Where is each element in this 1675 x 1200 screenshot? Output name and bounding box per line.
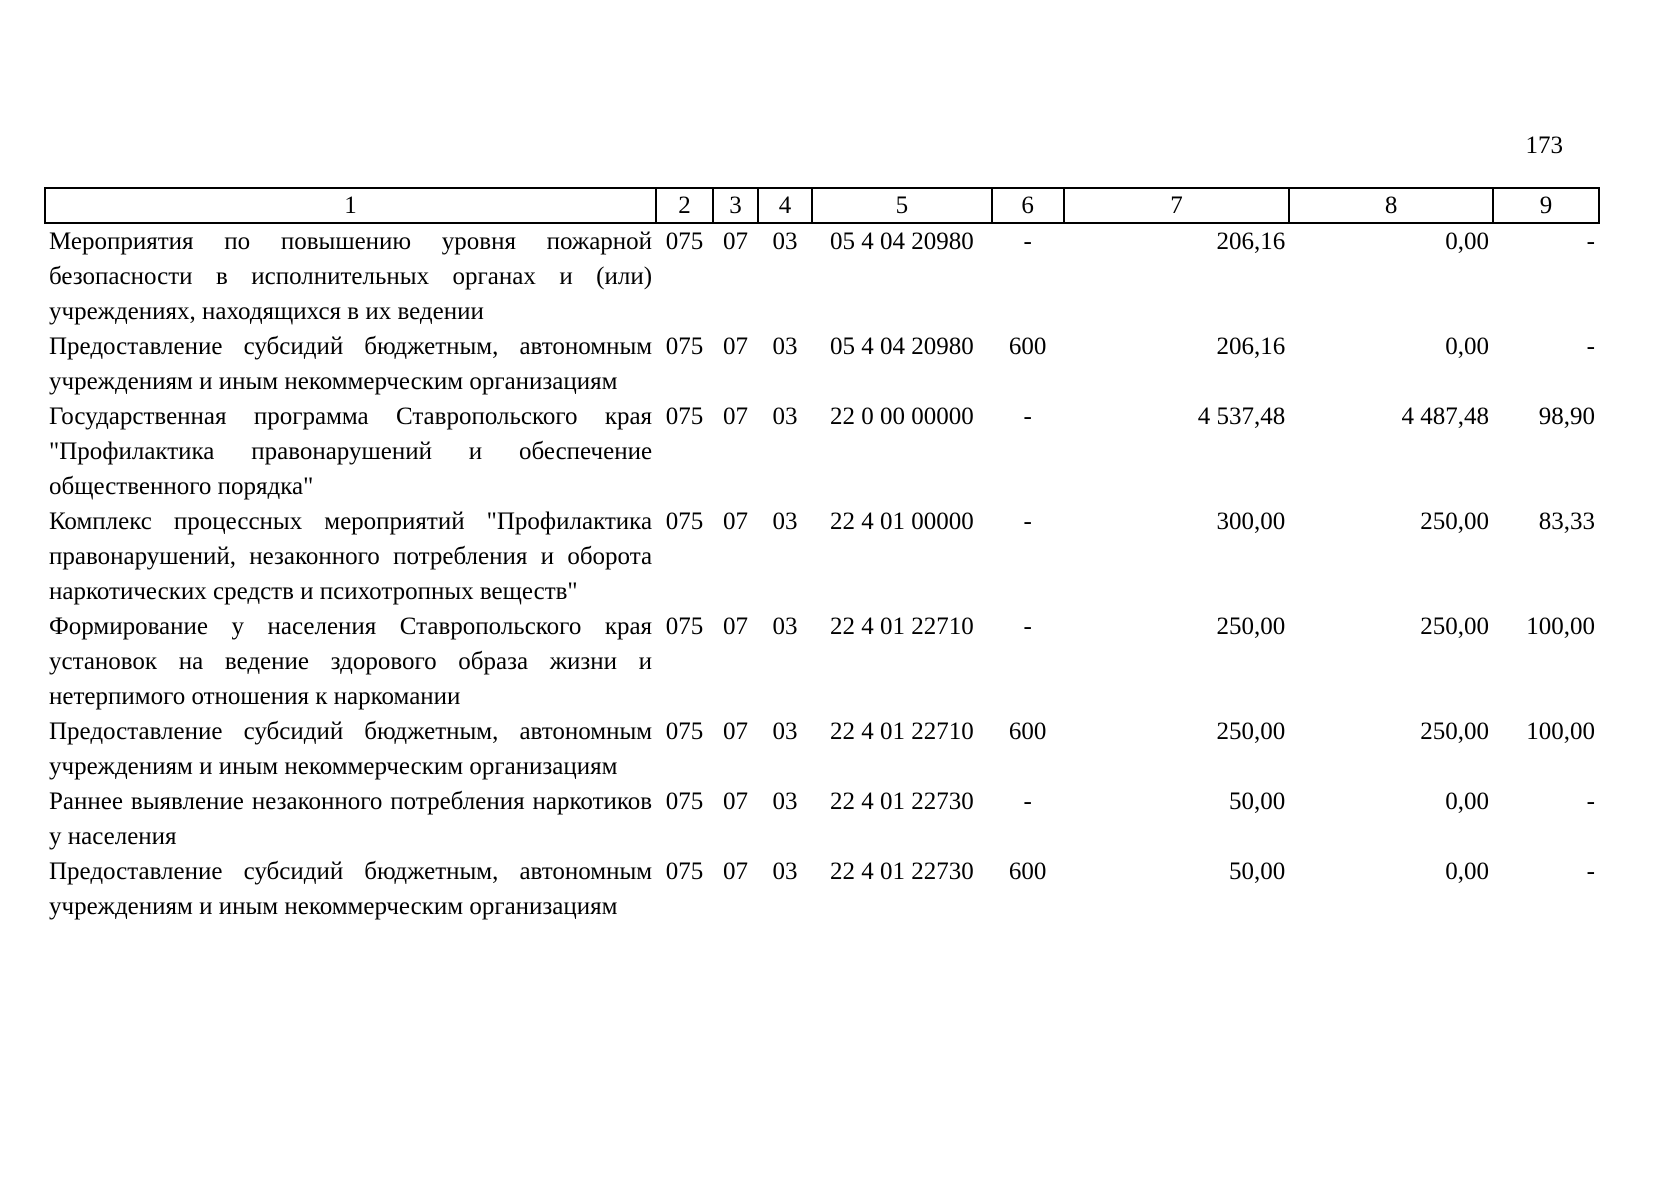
table-row: [45, 399, 1599, 504]
cell-section: 07: [723, 403, 749, 430]
cell-percent: -: [1586, 858, 1595, 885]
cell-ministry-code: 075: [665, 228, 704, 255]
cell-subsection: 03: [772, 613, 798, 640]
header-row: [45, 188, 1599, 223]
cell-percent: 83,33: [1538, 508, 1595, 535]
column-header-4: 4: [758, 188, 812, 223]
cell-executed: 4 487,48: [1401, 403, 1489, 430]
cell-section: 07: [723, 333, 749, 360]
cell-expense-type: -: [1023, 403, 1032, 430]
column-header-6: 6: [992, 188, 1064, 223]
row-description: Формирование у населения Ставропольского края установок на ведение здорового образа жизни и нетерпимого отношения к наркомании: [49, 613, 653, 710]
cell-expense-type: -: [1023, 228, 1032, 255]
row-description: Предоставление субсидий бюджетным, автономным учреждениям и иным некоммерческим организациям: [49, 718, 653, 780]
row-description: Предоставление субсидий бюджетным, автономным учреждениям и иным некоммерческим организациям: [49, 333, 653, 395]
cell-subsection: 03: [772, 718, 798, 745]
cell-planned: 4 537,48: [1197, 403, 1286, 430]
budget-table: [44, 187, 1600, 924]
table-row: [45, 504, 1599, 609]
cell-planned: 206,16: [1216, 228, 1286, 255]
cell-target-article: 22 0 00 00000: [829, 403, 974, 430]
cell-subsection: 03: [772, 788, 798, 815]
cell-executed: 0,00: [1445, 858, 1489, 885]
table-row: [45, 329, 1599, 399]
cell-expense-type: 600: [1008, 333, 1047, 360]
cell-executed: 0,00: [1445, 333, 1489, 360]
cell-target-article: 22 4 01 22710: [829, 613, 974, 640]
cell-percent: 98,90: [1538, 403, 1595, 430]
cell-expense-type: -: [1023, 788, 1032, 815]
cell-section: 07: [723, 508, 749, 535]
table-row: [45, 854, 1599, 924]
column-header-2: 2: [656, 188, 713, 223]
cell-target-article: 22 4 01 00000: [829, 508, 974, 535]
cell-ministry-code: 075: [665, 788, 704, 815]
cell-ministry-code: 075: [665, 613, 704, 640]
cell-target-article: 22 4 01 22730: [829, 858, 974, 885]
cell-percent: -: [1586, 788, 1595, 815]
cell-target-article: 05 4 04 20980: [829, 228, 974, 255]
row-description: Государственная программа Ставропольского края "Профилактика правонарушений и обеспечение общественного порядка": [49, 403, 653, 500]
row-description: Раннее выявление незаконного потребления наркотиков у населения: [49, 788, 653, 850]
cell-ministry-code: 075: [665, 333, 704, 360]
column-header-7: 7: [1064, 188, 1290, 223]
page-number: 173: [1525, 132, 1563, 159]
row-description: Комплекс процессных мероприятий "Профилактика правонарушений, незаконного потребления и оборота наркотических средств и психотропных веществ": [49, 508, 653, 605]
cell-subsection: 03: [772, 333, 798, 360]
cell-ministry-code: 075: [665, 403, 704, 430]
column-header-1: 1: [45, 188, 656, 223]
cell-ministry-code: 075: [665, 858, 704, 885]
cell-executed: 250,00: [1420, 508, 1489, 535]
column-header-5: 5: [812, 188, 992, 223]
cell-executed: 250,00: [1420, 718, 1489, 745]
cell-ministry-code: 075: [665, 508, 704, 535]
cell-ministry-code: 075: [665, 718, 704, 745]
cell-subsection: 03: [772, 228, 798, 255]
cell-executed: 0,00: [1445, 228, 1489, 255]
cell-expense-type: 600: [1008, 718, 1047, 745]
cell-percent: -: [1586, 228, 1595, 255]
table-row: [45, 609, 1599, 714]
table-row: [45, 223, 1599, 329]
column-header-3: 3: [713, 188, 758, 223]
cell-planned: 250,00: [1216, 613, 1286, 640]
table-row: [45, 784, 1599, 854]
cell-executed: 0,00: [1445, 788, 1489, 815]
cell-expense-type: 600: [1008, 858, 1047, 885]
cell-percent: 100,00: [1526, 613, 1595, 640]
cell-subsection: 03: [772, 508, 798, 535]
cell-percent: 100,00: [1526, 718, 1595, 745]
cell-planned: 50,00: [1229, 858, 1286, 885]
cell-section: 07: [723, 788, 749, 815]
cell-target-article: 05 4 04 20980: [829, 333, 974, 360]
cell-section: 07: [723, 613, 749, 640]
cell-planned: 300,00: [1216, 508, 1286, 535]
row-description: Предоставление субсидий бюджетным, автономным учреждениям и иным некоммерческим организациям: [49, 858, 653, 920]
cell-subsection: 03: [772, 858, 798, 885]
cell-planned: 250,00: [1216, 718, 1286, 745]
column-header-8: 8: [1289, 188, 1493, 223]
table-row: [45, 714, 1599, 784]
cell-target-article: 22 4 01 22710: [829, 718, 974, 745]
cell-subsection: 03: [772, 403, 798, 430]
cell-planned: 50,00: [1229, 788, 1286, 815]
cell-target-article: 22 4 01 22730: [829, 788, 974, 815]
row-description: Мероприятия по повышению уровня пожарной безопасности в исполнительных органах и (или) учреждениях, находящихся в их ведении: [49, 228, 653, 325]
cell-expense-type: -: [1023, 613, 1032, 640]
cell-percent: -: [1586, 333, 1595, 360]
cell-expense-type: -: [1023, 508, 1032, 535]
cell-section: 07: [723, 858, 749, 885]
cell-section: 07: [723, 718, 749, 745]
column-header-9: 9: [1493, 188, 1599, 223]
cell-planned: 206,16: [1216, 333, 1286, 360]
cell-executed: 250,00: [1420, 613, 1489, 640]
cell-section: 07: [723, 228, 749, 255]
